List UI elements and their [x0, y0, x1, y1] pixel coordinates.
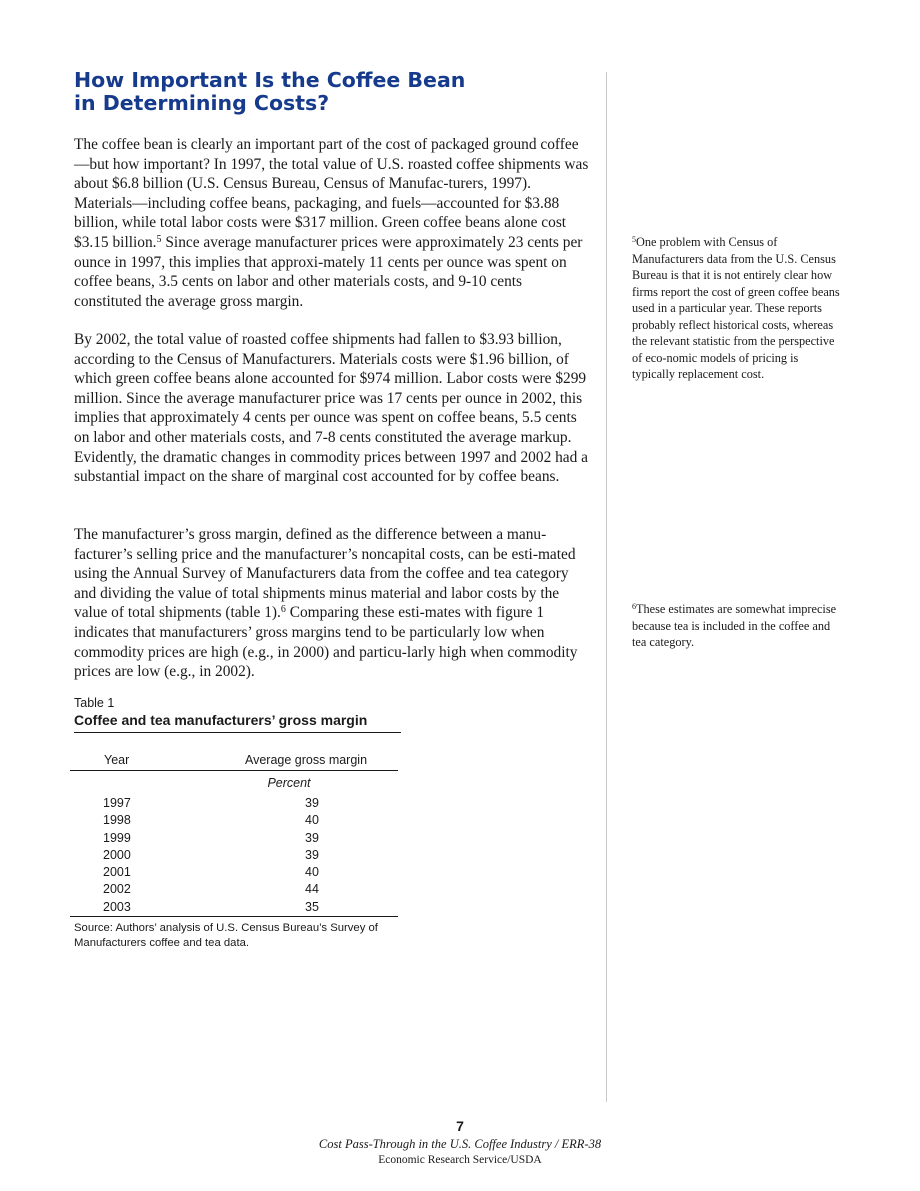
- table-cell-year: 1998: [103, 813, 131, 828]
- column-header-average-gross-margin: Average gross margin: [214, 753, 398, 771]
- footnote-6-number: 6: [632, 602, 636, 611]
- table-unit: Percent: [267, 776, 311, 790]
- table-row: [70, 830, 398, 847]
- column-divider: [606, 72, 607, 1102]
- section-heading-line-1: How Important Is the Coffee Bean: [74, 68, 466, 92]
- footnote-6: [632, 601, 842, 651]
- footnote-5-number: 5: [632, 235, 636, 244]
- table-row: [70, 847, 398, 864]
- table-unit-row: [70, 771, 398, 796]
- table-header-row: [70, 753, 398, 771]
- table-cell-margin: 44: [305, 882, 319, 897]
- table-cell-margin: 39: [305, 796, 319, 810]
- table-cell-margin: 40: [305, 865, 319, 880]
- paragraph-3-part-b: Comparing these esti-mates with figure 1 indicates that manufacturers’ gross margins tend to be particularly low when commodity prices are high (e.g., in 2000) and particu-larly high when commodity prices are low (e.g., in 2002).: [74, 604, 578, 681]
- table-cell-margin: 35: [214, 899, 398, 917]
- paragraph-1-part-b: Since average manufacturer prices were approximately 23 cents per ounce in 1997, this implies that approxi-mately 11 cents per ounce was spent on coffee beans, 3.5 cents on labor and other materials costs, and 9-10 cents constituted the average gross margin.: [74, 233, 583, 310]
- table-cell-year: 2001: [103, 865, 131, 880]
- table-row: [70, 864, 398, 881]
- table-1: [74, 693, 402, 951]
- publication-title: Cost Pass-Through in the U.S. Coffee Industry / ERR-38: [318, 1137, 602, 1151]
- table-cell-year: 2002: [103, 882, 131, 897]
- table-source: Source: Authors’ analysis of U.S. Census Bureau’s Survey of Manufacturers coffee and tea data.: [74, 922, 378, 950]
- footnote-6-text: These estimates are somewhat imprecise because tea is included in the coffee and tea category.: [632, 602, 837, 649]
- publisher: Economic Research Service/USDA: [378, 1154, 542, 1166]
- table-cell-year: 2000: [103, 847, 131, 862]
- footnote-5: [632, 234, 842, 383]
- table-cell-margin: 39: [305, 847, 319, 862]
- table-cell-margin: 39: [305, 830, 319, 845]
- page-number: 7: [456, 1118, 464, 1134]
- table-cell-margin: 40: [305, 813, 319, 828]
- footnote-ref-5[interactable]: 5: [156, 233, 162, 245]
- table-title: Coffee and tea manufacturers’ gross margin: [74, 711, 401, 733]
- section-heading: [74, 69, 574, 115]
- table-row: [70, 812, 398, 829]
- table-cell-year: 2003: [70, 899, 214, 917]
- section-heading-line-2: in Determining Costs?: [74, 91, 330, 115]
- table-cell-year: 1999: [103, 830, 131, 845]
- paragraph-3: [74, 525, 590, 682]
- column-header-year: Year: [70, 753, 214, 771]
- paragraph-3-part-a: The manufacturer’s gross margin, defined as the difference between a manu-facturer’s selling price and the manufacturer’s noncapital costs, can be esti-mated using the Annual Survey of Manufacturers data from the coffee and tea category and dividing the value of total shipments minus material and labor costs by the value of total shipments (table 1).: [74, 526, 576, 622]
- footnote-5-text: One problem with Census of Manufacturers data from the U.S. Census Bureau is that it is not entirely clear how firms report the cost of green coffee beans used in a particular year. These reports probably reflect historical costs, whereas the relevant statistic from the perspective of eco-nomic models of pricing is typically replacement cost.: [632, 235, 840, 381]
- paragraph-1: [74, 135, 590, 311]
- paragraph-2: By 2002, the total value of roasted coffee shipments had fallen to $3.93 billion, according to the Census of Manufacturers. Materials costs were $1.96 billion, of which green coffee beans alone accounted for $974 million. Labor costs were $299 million. Since the average manufacturer price was 17 cents per ounce in 2002, this implies that approximately 4 cents per ounce was spent on coffee beans, 5.5 cents on labor and other materials costs, and 7-8 cents constituted the average markup. Evidently, the dramatic changes in commodity prices between 1997 and 2002 had a substantial impact on the share of marginal cost accounted for by coffee beans.: [74, 331, 589, 486]
- gross-margin-table: [70, 753, 398, 917]
- table-row: [70, 795, 398, 812]
- table-cell-year: 1997: [103, 796, 131, 810]
- footnote-ref-6[interactable]: 6: [280, 604, 286, 616]
- table-row: [70, 881, 398, 898]
- paragraph-1-part-a: The coffee bean is clearly an important part of the cost of packaged ground coffee—but how important? In 1997, the total value of U.S. roasted coffee shipments was about $6.8 billion (U.S. Census Bureau, Census of Manufac-turers, 1997). Materials—including coffee beans, packaging, and fuels—accounted for $3.88 billion, while total labor costs were $317 million. Green coffee beans alone cost $3.15 billion.: [74, 136, 589, 251]
- table-row: [70, 899, 398, 917]
- table-label: Table 1: [74, 696, 115, 710]
